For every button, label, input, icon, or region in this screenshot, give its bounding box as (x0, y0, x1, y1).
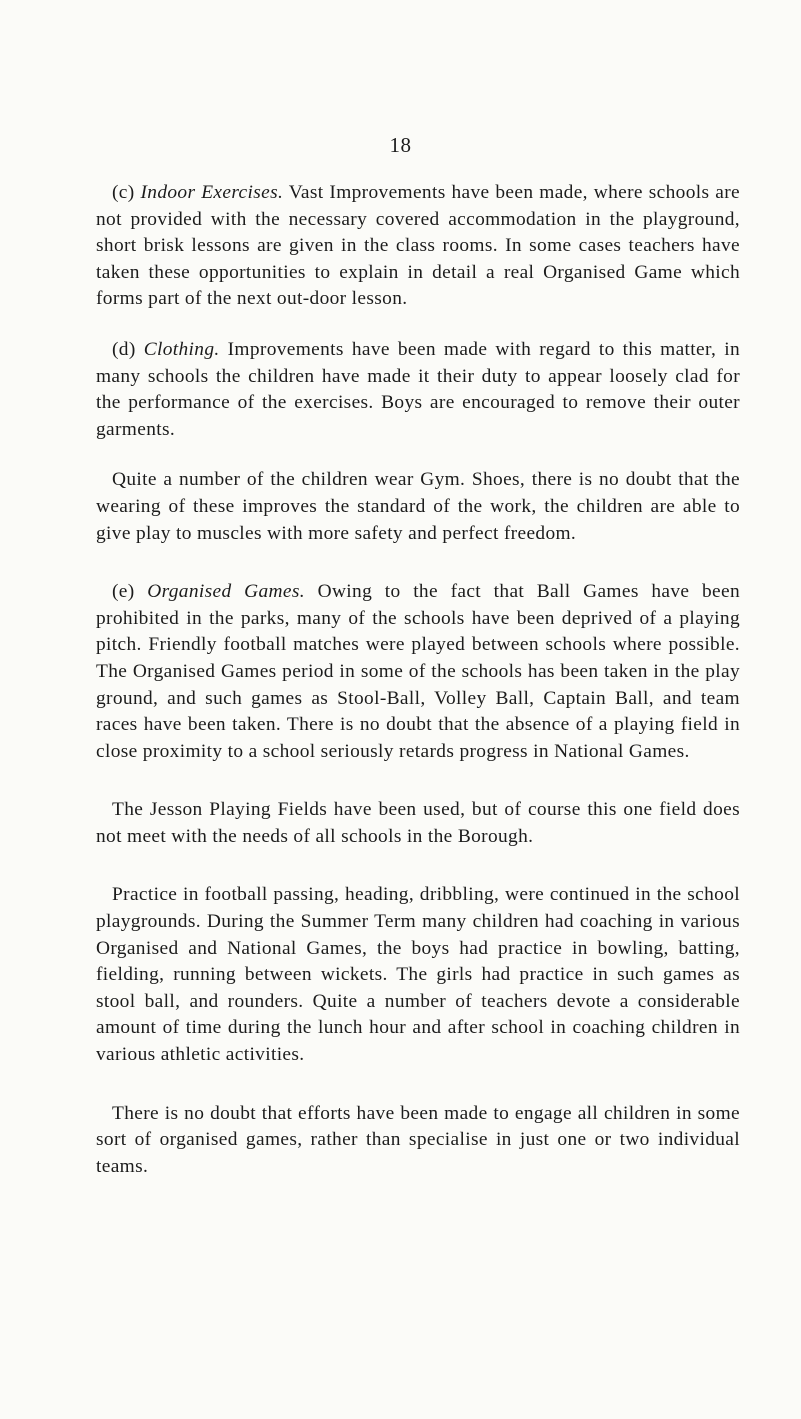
section-label: (e) (112, 581, 135, 603)
section-label: (c) (112, 182, 135, 203)
document-body (96, 180, 740, 1204)
page-number: 18 (389, 133, 412, 157)
paragraph-text: Improvements have been made with regard to this matter, in many schools the children have made it their duty to appear loosely clad for the performance of the exercises. Boys are encouraged to remove their outer garments. (96, 338, 740, 440)
paragraph-text: Vast Improvements have been made, where schools are not provided with the necessary covered accommodation in the playground, short brisk lessons are given in the class rooms. In some cases teachers have taken these opportunities to explain in detail a real Organised Game which forms part of the next out-door lesson. (96, 182, 740, 310)
section-label: (d) (112, 338, 136, 360)
paragraph-gym-shoes (96, 467, 740, 547)
paragraph-football-practice (96, 882, 740, 1068)
paragraph-jesson-playing-fields (96, 797, 740, 850)
paragraph-conclusion (96, 1101, 740, 1181)
paragraph-text: Owing to the fact that Ball Games have been prohibited in the parks, many of the schools have been deprived of a playing pitch. Friendly football matches were played between schools where possible. The Organised Games period in some of the schools has been taken in the play ground, and such games as Stool-Ball, Volley Ball, Captain Ball, and team races have been taken. There is no doubt that the absence of a playing field in close proximity to a school seriously retards progress in National Games. (96, 581, 740, 762)
paragraph-text: There is no doubt that efforts have been made to engage all children in some sort of organised games, rather than specialise in just one or two individual teams. (96, 1102, 740, 1177)
paragraph-text: Practice in football passing, heading, dribbling, were continued in the school playgrounds. During the Summer Term many children had coaching in various Organised and National Games, the boys had practice in bowling, batting, fielding, running between wickets. The girls had practice in such games as stool ball, and rounders. Quite a number of teachers devote a considerable amount of time during the lunch hour and after school in coaching children in various athletic activities. (96, 884, 740, 1066)
paragraph-indoor-exercises (96, 180, 740, 313)
section-heading: Organised Games. (147, 581, 305, 603)
paragraph-text: The Jesson Playing Fields have been used, but of course this one field does not meet with the needs of all schools in the Borough. (96, 799, 740, 847)
paragraph-text: Quite a number of the children wear Gym. Shoes, there is no doubt that the wearing of these improves the standard of the work, the children are able to give play to muscles with more safety and perfect freedom. (96, 469, 740, 544)
paragraph-clothing (96, 337, 740, 443)
section-heading: Indoor Exercises. (140, 182, 284, 203)
section-heading: Clothing. (143, 338, 220, 360)
paragraph-organised-games (96, 579, 740, 765)
